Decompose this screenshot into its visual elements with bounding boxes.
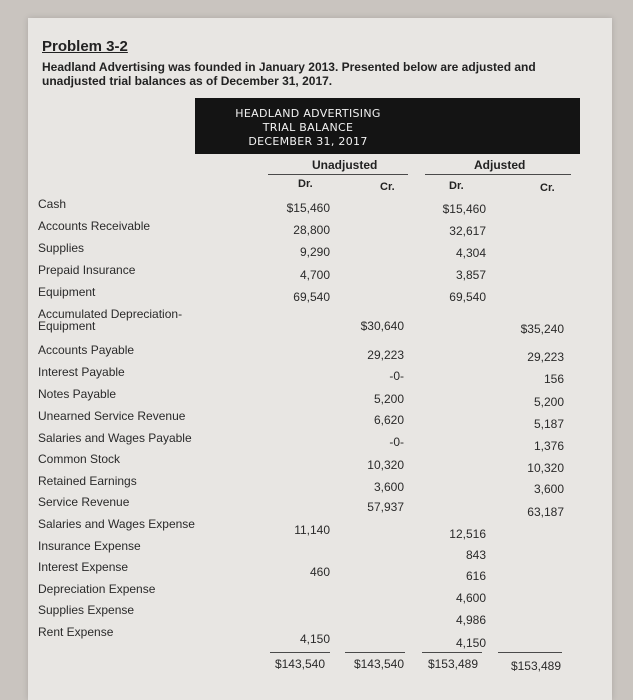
account-name (38, 264, 218, 276)
account-name-line: Accounts Payable (38, 343, 135, 357)
account-name-line: Interest Expense (38, 560, 129, 574)
adj-cr-amount: 10,320 (527, 461, 564, 475)
report-name: TRIAL BALANCE (262, 121, 354, 134)
account-name (38, 604, 218, 616)
problem-description (42, 60, 582, 88)
adj-cr-amount: 63,187 (527, 505, 564, 519)
account-name-line: Notes Payable (38, 387, 117, 401)
adj-dr-amount: 12,516 (449, 527, 486, 541)
unadj-dr-amount: 28,800 (293, 223, 330, 237)
account-name-line: Rent Expense (38, 625, 114, 639)
unadj-cr-amount: 29,223 (367, 348, 404, 362)
account-name-line: Equipment (38, 285, 96, 299)
account-name (38, 561, 218, 573)
account-name (38, 626, 218, 638)
account-name (38, 388, 218, 400)
unadj-dr-amount: 4,700 (299, 268, 330, 282)
unadj-cr-amount: -0- (389, 369, 404, 383)
account-name-line: Common Stock (38, 452, 121, 466)
unadjusted-heading: Unadjusted (312, 158, 378, 172)
unadj-cr-amount: 57,937 (367, 500, 404, 514)
unadj-dr-amount: 4,150 (299, 632, 330, 646)
problem-description-line-1: Headland Advertising was founded in January 2013. Presented below are adjusted and (42, 60, 536, 74)
adj-dr-amount: 843 (465, 548, 486, 562)
account-name (38, 496, 218, 508)
account-name (38, 198, 218, 210)
adjusted-dr-total: $153,489 (427, 657, 478, 671)
account-name (38, 286, 218, 298)
unadj-dr-amount: 460 (309, 565, 330, 579)
adj-cr-amount: 5,187 (533, 417, 564, 431)
account-name (38, 518, 218, 530)
unadjusted-cr-total-rule (345, 652, 405, 653)
adj-dr-amount: 4,150 (455, 636, 486, 650)
adj-cr-amount: 3,600 (533, 482, 564, 496)
account-name (38, 366, 218, 378)
adj-dr-amount: $15,460 (442, 202, 486, 216)
account-name (38, 540, 218, 552)
account-name-line: Salaries and Wages Payable (38, 431, 192, 445)
adjusted-dr-total-rule (422, 652, 482, 653)
account-name-line: Salaries and Wages Expense (38, 517, 195, 531)
unadjusted-heading-rule (268, 174, 408, 175)
account-name-line: Unearned Service Revenue (38, 409, 186, 423)
account-name-line: Retained Earnings (38, 474, 137, 488)
adj-dr-amount: 3,857 (455, 268, 486, 282)
unadj-cr-amount: 3,600 (373, 480, 404, 494)
report-date: DECEMBER 31, 2017 (248, 135, 368, 148)
account-name (38, 453, 218, 465)
problem-title: Problem 3-2 (42, 38, 128, 55)
account-name (38, 583, 218, 595)
trial-balance-header (195, 98, 580, 154)
adjusted-cr-total: $153,489 (510, 659, 561, 673)
unadj-dr-amount: 9,290 (299, 245, 330, 259)
account-name-line: Depreciation Expense (38, 582, 156, 596)
account-name-line: Supplies Expense (38, 603, 135, 617)
company-name: HEADLAND ADVERTISING (235, 107, 381, 120)
unadj-cr-amount: $30,640 (360, 319, 404, 333)
adj-dr-amount: 4,304 (455, 246, 486, 260)
adjusted-cr-total-rule (498, 652, 562, 653)
adj-dr-amount: 32,617 (449, 224, 486, 238)
account-name (38, 308, 218, 332)
account-name (38, 220, 218, 232)
account-name (38, 475, 218, 487)
adj-dr-amount: 4,600 (455, 591, 486, 605)
account-name-line: Interest Payable (38, 365, 125, 379)
account-name-line: Cash (38, 197, 67, 211)
adj-dr-amount: 4,986 (455, 613, 486, 627)
unadjusted-dr-total-rule (270, 652, 330, 653)
account-name (38, 410, 218, 422)
unadjusted-dr-heading: Dr. (298, 178, 313, 190)
account-name-line: Accumulated Depreciation- (38, 307, 183, 321)
adjusted-heading: Adjusted (474, 158, 526, 172)
adjusted-dr-heading: Dr. (449, 180, 464, 192)
unadj-cr-amount: 5,200 (373, 392, 404, 406)
unadj-cr-amount: 6,620 (373, 413, 404, 427)
account-name-line: Prepaid Insurance (38, 263, 136, 277)
unadjusted-cr-total: $143,540 (353, 657, 404, 671)
account-name-line: Supplies (38, 241, 85, 255)
adj-cr-amount: $35,240 (520, 322, 564, 336)
adj-cr-amount: 1,376 (533, 439, 564, 453)
adjusted-cr-heading: Cr. (540, 182, 555, 194)
account-name-line: Equipment (38, 319, 96, 333)
problem-description-line-2: unadjusted trial balances as of December 31, 2017. (42, 74, 333, 88)
account-name (38, 344, 218, 356)
account-name-line: Insurance Expense (38, 539, 141, 553)
adj-dr-amount: 69,540 (449, 290, 486, 304)
unadj-dr-amount: $15,460 (286, 201, 330, 215)
unadjusted-dr-total: $143,540 (274, 657, 325, 671)
unadjusted-cr-heading: Cr. (380, 181, 395, 193)
unadj-dr-amount: 69,540 (293, 290, 330, 304)
account-name (38, 242, 218, 254)
account-name (38, 432, 218, 444)
adj-cr-amount: 29,223 (527, 350, 564, 364)
unadj-cr-amount: -0- (389, 435, 404, 449)
adj-cr-amount: 156 (543, 372, 564, 386)
adj-cr-amount: 5,200 (533, 395, 564, 409)
adjusted-heading-rule (425, 174, 571, 175)
account-name-line: Accounts Receivable (38, 219, 151, 233)
adj-dr-amount: 616 (465, 569, 486, 583)
unadj-cr-amount: 10,320 (367, 458, 404, 472)
unadj-dr-amount: 11,140 (294, 523, 330, 537)
account-name-line: Service Revenue (38, 495, 130, 509)
